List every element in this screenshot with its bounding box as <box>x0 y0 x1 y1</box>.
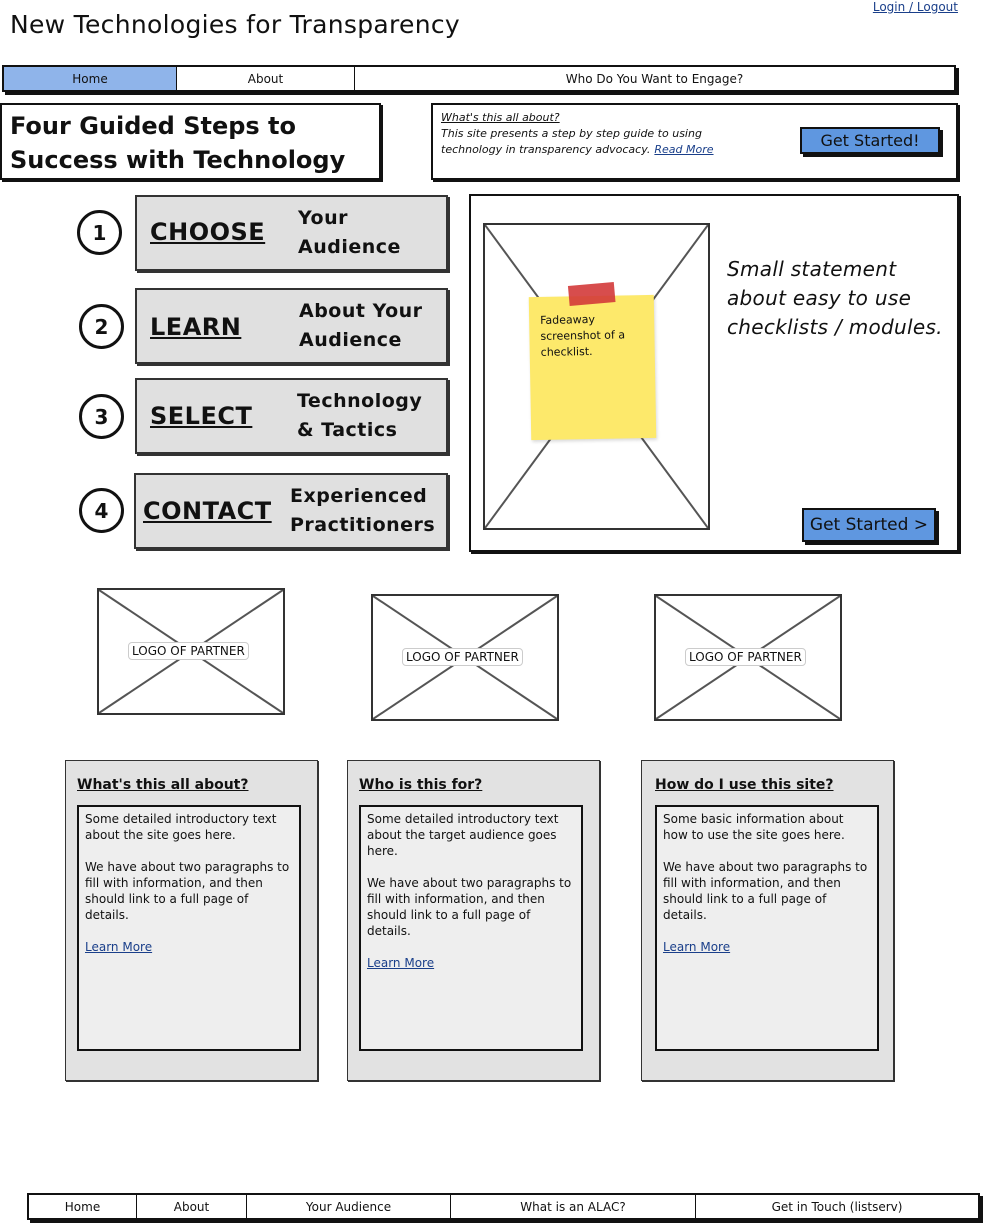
intro-box <box>431 103 958 180</box>
footer-tab-home[interactable]: Home <box>29 1195 137 1218</box>
step-3-desc-line2: & Tactics <box>297 419 398 441</box>
info-card-audience-body <box>359 805 583 1051</box>
step-2-learn[interactable] <box>135 288 448 364</box>
site-title: New Technologies for Transparency <box>10 10 460 39</box>
step-3-number: 3 <box>79 394 124 439</box>
step-3-desc-line1: Technology <box>297 390 423 412</box>
info-card-usage-p1: Some basic information about how to use the site goes here. <box>663 812 845 842</box>
top-nav <box>2 65 956 92</box>
get-started-button[interactable]: Get Started! <box>800 127 940 154</box>
step-2-desc-line2: Audience <box>299 329 402 351</box>
footer-tab-audience[interactable]: Your Audience <box>247 1195 451 1218</box>
intro-text-body: This site presents a step by step guide to using technology in transparency advocacy. <box>441 127 702 156</box>
info-card-audience <box>347 760 600 1081</box>
sticky-note-text: Fadeaway screenshot of a checklist. <box>540 312 626 359</box>
intro-text <box>441 126 761 158</box>
info-card-about-title: What's this all about? <box>77 777 249 793</box>
step-1-number: 1 <box>77 210 122 255</box>
footer-nav <box>27 1193 980 1220</box>
step-3-select[interactable] <box>135 378 448 454</box>
intro-heading: What's this all about? <box>441 111 560 124</box>
info-card-about-p1: Some detailed introductory text about the site goes here. <box>85 812 277 842</box>
partner-logo-1[interactable] <box>97 588 285 715</box>
step-1-desc-line1: Your <box>298 207 348 229</box>
step-4-desc-line1: Experienced <box>290 485 428 507</box>
info-card-usage-body <box>655 805 879 1051</box>
step-4-desc-line2: Practitioners <box>290 514 436 536</box>
info-card-usage-title: How do I use this site? <box>655 777 834 793</box>
get-started-next-button[interactable]: Get Started > <box>802 508 936 542</box>
step-1-desc <box>298 204 401 262</box>
step-2-desc <box>299 297 423 355</box>
step-4-contact[interactable] <box>134 473 448 549</box>
sticky-note <box>529 295 656 440</box>
info-card-about <box>65 760 318 1081</box>
info-card-audience-p2: We have about two paragraphs to fill with information, and then should link to a full page of details. <box>367 876 572 938</box>
login-logout-link[interactable]: Login / Logout <box>872 0 958 14</box>
footer-tab-alac[interactable]: What is an ALAC? <box>451 1195 696 1218</box>
read-more-link[interactable]: Read More <box>654 143 714 156</box>
step-4-desc <box>290 482 435 540</box>
footer-tab-about[interactable]: About <box>137 1195 247 1218</box>
sticky-tape <box>568 282 616 306</box>
step-4-number: 4 <box>79 488 124 533</box>
feature-statement: Small statement about easy to use checklists / modules. <box>727 257 943 339</box>
step-1-choose[interactable] <box>135 195 448 271</box>
partner-logo-1-label: LOGO OF PARTNER <box>128 642 249 660</box>
headline-line-1: Four Guided Steps to <box>10 112 297 140</box>
step-4-verb: CONTACT <box>143 497 272 525</box>
info-card-usage-p2: We have about two paragraphs to fill with information, and then should link to a full page of details. <box>663 860 868 922</box>
step-1-verb: CHOOSE <box>150 218 266 246</box>
nav-tab-home[interactable]: Home <box>4 67 177 90</box>
info-card-about-body <box>77 805 301 1051</box>
step-2-desc-line1: About Your <box>299 300 423 322</box>
step-1-desc-line2: Audience <box>298 236 401 258</box>
partner-logo-3[interactable] <box>654 594 842 721</box>
step-2-number: 2 <box>79 304 124 349</box>
partner-logo-3-label: LOGO OF PARTNER <box>685 648 806 666</box>
partner-logo-2-label: LOGO OF PARTNER <box>402 648 523 666</box>
partner-logo-2[interactable] <box>371 594 559 721</box>
info-card-about-learn-more[interactable]: Learn More <box>85 940 153 954</box>
footer-tab-contact[interactable]: Get in Touch (listserv) <box>771 1199 903 1214</box>
step-3-verb: SELECT <box>150 402 253 430</box>
step-2-verb: LEARN <box>150 313 242 341</box>
info-card-usage <box>641 760 894 1081</box>
step-3-desc <box>297 387 422 445</box>
info-card-usage-learn-more[interactable]: Learn More <box>663 940 731 954</box>
info-card-audience-p1: Some detailed introductory text about the target audience goes here. <box>367 812 559 858</box>
nav-tab-about[interactable]: About <box>177 67 355 90</box>
page-headline <box>0 103 381 180</box>
headline-line-2: Success with Technology <box>10 146 346 174</box>
info-card-audience-learn-more[interactable]: Learn More <box>367 956 435 970</box>
info-card-about-p2: We have about two paragraphs to fill with information, and then should link to a full page of details. <box>85 860 290 922</box>
info-card-audience-title: Who is this for? <box>359 777 483 793</box>
nav-tab-engage[interactable]: Who Do You Want to Engage? <box>565 71 744 86</box>
